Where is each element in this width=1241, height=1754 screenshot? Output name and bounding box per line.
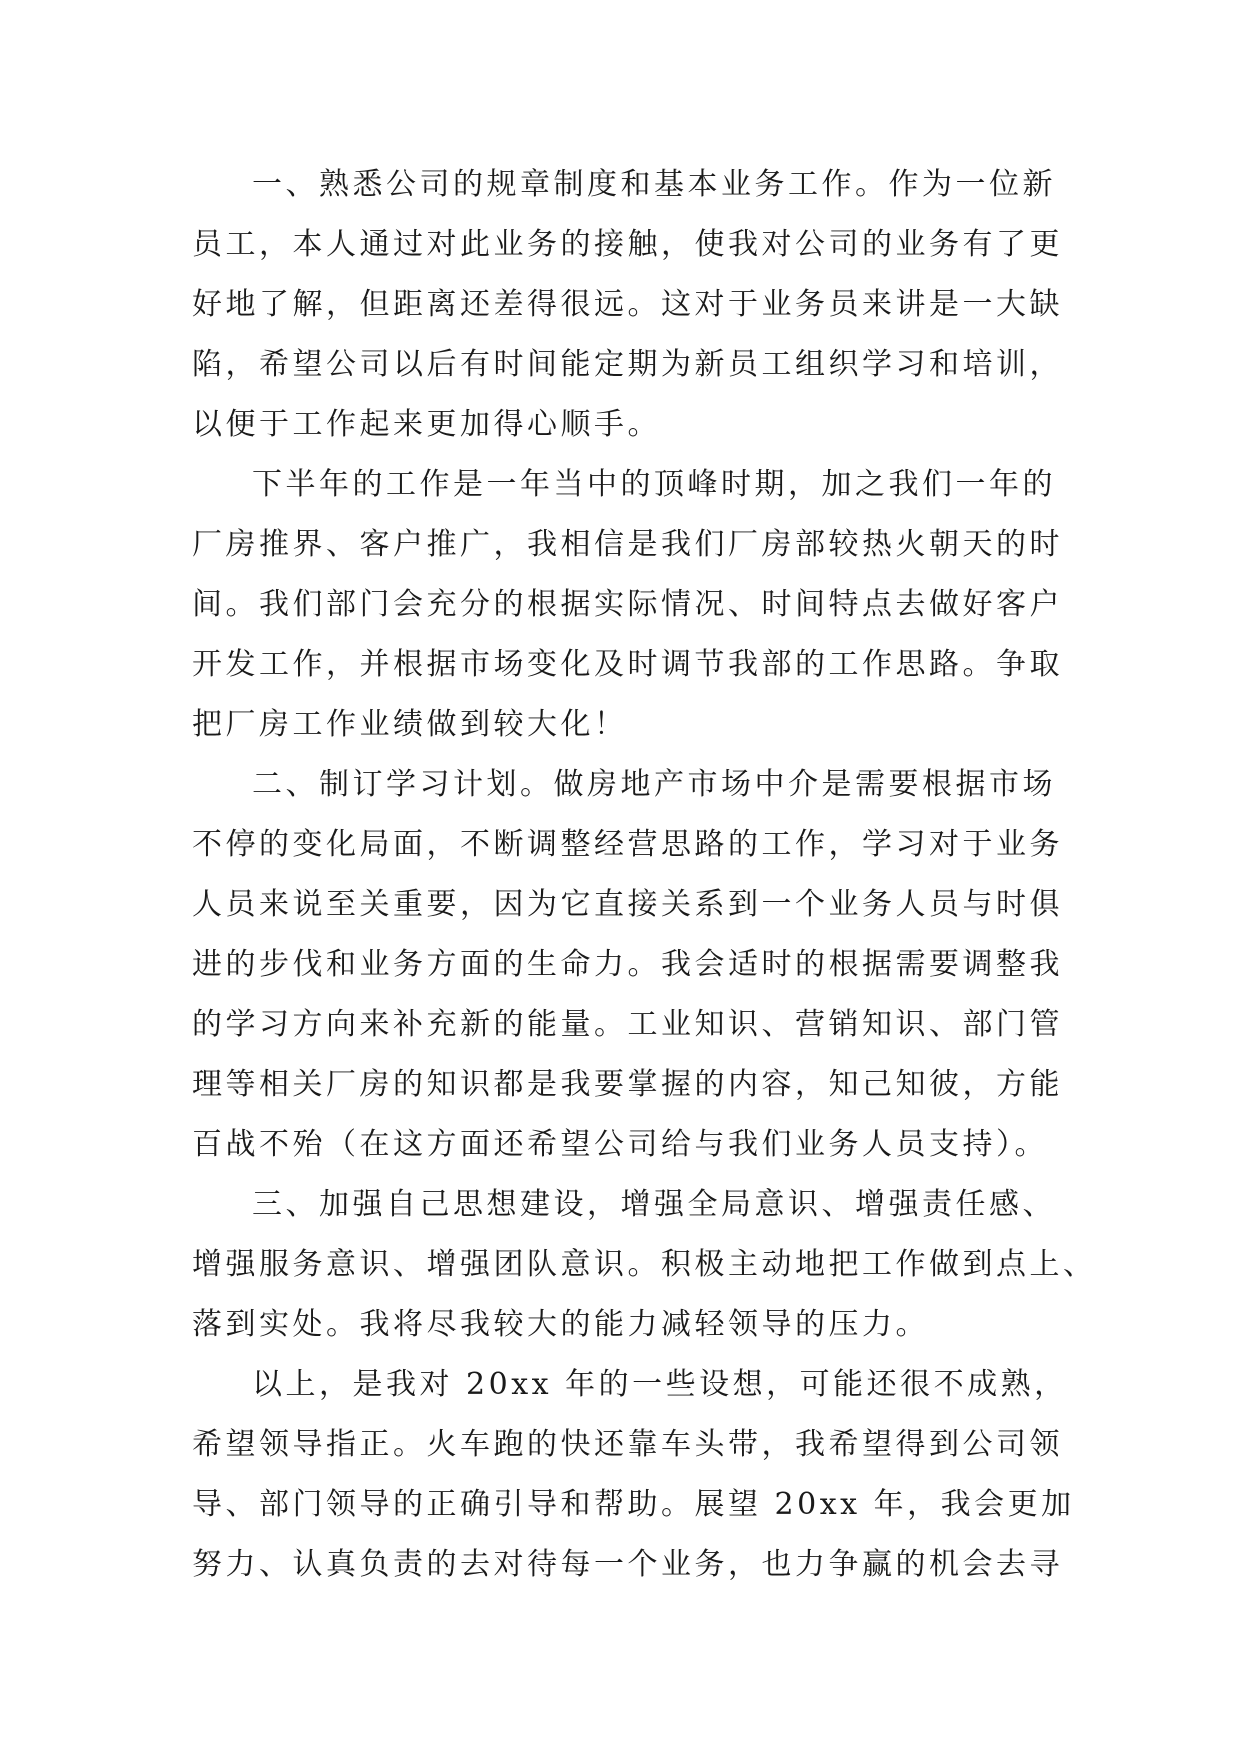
paragraph-line: 理等相关厂房的知识都是我要掌握的内容，知己知彼，方能 — [192, 1067, 1063, 1102]
paragraph-line: 的学习方向来补充新的能量。工业知识、营销知识、部门管 — [192, 1007, 1063, 1042]
paragraph-familiarize-rules — [192, 155, 1063, 455]
paragraph-study-plan — [192, 755, 1063, 1175]
paragraph-line: 把厂房工作业绩做到较大化！ — [192, 707, 628, 742]
paragraph-line: 希望领导指正。火车跑的快还靠车头带，我希望得到公司领 — [192, 1427, 1063, 1462]
paragraph-line: 增强服务意识、增强团队意识。积极主动地把工作做到点上、 — [192, 1247, 1097, 1282]
paragraph-conclusion — [192, 1355, 1075, 1595]
paragraph-line: 厂房推界、客户推广，我相信是我们厂房部较热火朝天的时 — [192, 527, 1063, 562]
paragraph-line: 以便于工作起来更加得心顺手。 — [192, 407, 661, 442]
paragraph-line: 三、加强自己思想建设，增强全局意识、增强责任感、 — [252, 1187, 1056, 1222]
paragraph-second-half-year — [192, 455, 1063, 755]
document-body — [192, 155, 1097, 1595]
paragraph-line: 陷，希望公司以后有时间能定期为新员工组织学习和培训， — [192, 347, 1063, 382]
paragraph-line: 以上，是我对 20xx 年的一些设想，可能还很不成熟， — [252, 1367, 1068, 1402]
paragraph-line: 下半年的工作是一年当中的顶峰时期，加之我们一年的 — [252, 467, 1056, 502]
paragraph-line: 努力、认真负责的去对待每一个业务，也力争赢的机会去寻 — [192, 1547, 1063, 1582]
paragraph-line: 百战不殆（在这方面还希望公司给与我们业务人员支持）。 — [192, 1127, 1048, 1162]
paragraph-line: 导、部门领导的正确引导和帮助。展望 20xx 年，我会更加 — [192, 1487, 1075, 1522]
paragraph-strengthen-thinking — [192, 1175, 1097, 1355]
paragraph-line: 进的步伐和业务方面的生命力。我会适时的根据需要调整我 — [192, 947, 1063, 982]
paragraph-line: 一、熟悉公司的规章制度和基本业务工作。作为一位新 — [252, 167, 1056, 202]
paragraph-line: 人员来说至关重要，因为它直接关系到一个业务人员与时俱 — [192, 887, 1063, 922]
paragraph-line: 二、制订学习计划。做房地产市场中介是需要根据市场 — [252, 767, 1056, 802]
paragraph-line: 好地了解，但距离还差得很远。这对于业务员来讲是一大缺 — [192, 287, 1063, 322]
paragraph-line: 落到实处。我将尽我较大的能力减轻领导的压力。 — [192, 1307, 929, 1342]
paragraph-line: 开发工作，并根据市场变化及时调节我部的工作思路。争取 — [192, 647, 1063, 682]
paragraph-line: 间。我们部门会充分的根据实际情况、时间特点去做好客户 — [192, 587, 1063, 622]
paragraph-line: 员工，本人通过对此业务的接触，使我对公司的业务有了更 — [192, 227, 1063, 262]
paragraph-line: 不停的变化局面，不断调整经营思路的工作，学习对于业务 — [192, 827, 1063, 862]
